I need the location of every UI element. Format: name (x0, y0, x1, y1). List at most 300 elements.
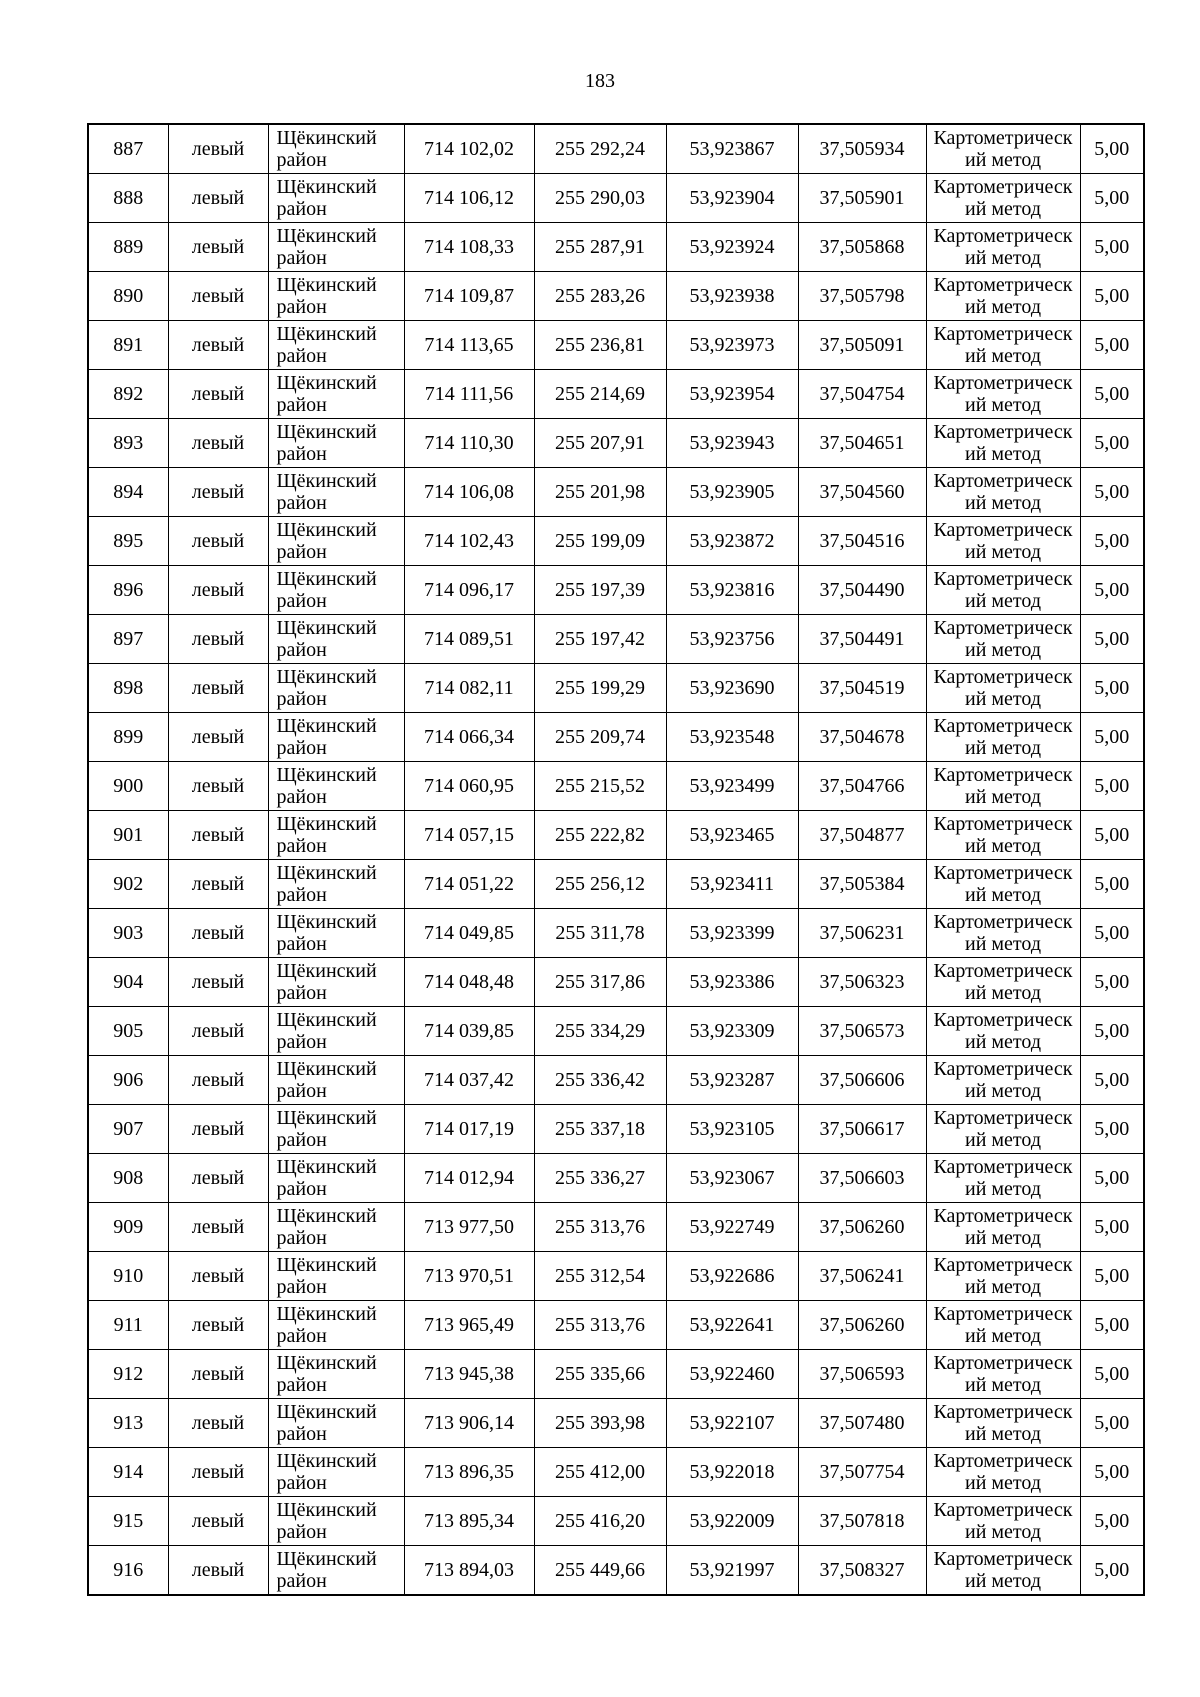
longitude-cell: 37,504560 (798, 468, 926, 517)
latitude-cell: 53,923411 (666, 860, 798, 909)
latitude-cell: 53,923954 (666, 370, 798, 419)
latitude-cell: 53,923756 (666, 615, 798, 664)
table-row (88, 1105, 1144, 1154)
longitude-cell: 37,504491 (798, 615, 926, 664)
coord-x-cell: 714 049,85 (404, 909, 534, 958)
latitude-cell: 53,922107 (666, 1399, 798, 1448)
point-number-cell: 902 (88, 860, 168, 909)
district-cell: Щёкинский район (268, 1546, 404, 1596)
coord-x-cell: 714 037,42 (404, 1056, 534, 1105)
coord-x-cell: 714 012,94 (404, 1154, 534, 1203)
longitude-cell: 37,505798 (798, 272, 926, 321)
point-number-cell: 889 (88, 223, 168, 272)
longitude-cell: 37,507754 (798, 1448, 926, 1497)
point-number-cell: 896 (88, 566, 168, 615)
district-cell: Щёкинский район (268, 566, 404, 615)
latitude-cell: 53,923105 (666, 1105, 798, 1154)
method-cell: Картометрическ ий метод (926, 1252, 1080, 1301)
coord-y-cell: 255 313,76 (534, 1301, 666, 1350)
table-row (88, 1056, 1144, 1105)
coord-x-cell: 714 039,85 (404, 1007, 534, 1056)
longitude-cell: 37,506617 (798, 1105, 926, 1154)
bank-side-cell: левый (168, 1007, 268, 1056)
accuracy-cell: 5,00 (1080, 272, 1144, 321)
table-body (88, 124, 1144, 1595)
district-cell: Щёкинский район (268, 370, 404, 419)
accuracy-cell: 5,00 (1080, 1301, 1144, 1350)
coord-y-cell: 255 199,29 (534, 664, 666, 713)
latitude-cell: 53,923548 (666, 713, 798, 762)
coord-x-cell: 714 082,11 (404, 664, 534, 713)
coord-y-cell: 255 222,82 (534, 811, 666, 860)
coord-y-cell: 255 292,24 (534, 124, 666, 174)
coord-y-cell: 255 290,03 (534, 174, 666, 223)
method-cell: Картометрическ ий метод (926, 1203, 1080, 1252)
accuracy-cell: 5,00 (1080, 1546, 1144, 1596)
bank-side-cell: левый (168, 1448, 268, 1497)
point-number-cell: 904 (88, 958, 168, 1007)
table-row (88, 1252, 1144, 1301)
accuracy-cell: 5,00 (1080, 124, 1144, 174)
method-cell: Картометрическ ий метод (926, 1105, 1080, 1154)
point-number-cell: 894 (88, 468, 168, 517)
method-cell: Картометрическ ий метод (926, 174, 1080, 223)
method-cell: Картометрическ ий метод (926, 517, 1080, 566)
bank-side-cell: левый (168, 1497, 268, 1546)
accuracy-cell: 5,00 (1080, 223, 1144, 272)
method-cell: Картометрическ ий метод (926, 1448, 1080, 1497)
coord-y-cell: 255 412,00 (534, 1448, 666, 1497)
coord-x-cell: 713 895,34 (404, 1497, 534, 1546)
method-cell: Картометрическ ий метод (926, 1546, 1080, 1596)
method-cell: Картометрическ ий метод (926, 124, 1080, 174)
table-row (88, 1007, 1144, 1056)
latitude-cell: 53,922641 (666, 1301, 798, 1350)
method-cell: Картометрическ ий метод (926, 664, 1080, 713)
district-cell: Щёкинский район (268, 517, 404, 566)
coord-x-cell: 714 109,87 (404, 272, 534, 321)
latitude-cell: 53,923399 (666, 909, 798, 958)
latitude-cell: 53,923938 (666, 272, 798, 321)
table-row (88, 174, 1144, 223)
district-cell: Щёкинский район (268, 468, 404, 517)
district-cell: Щёкинский район (268, 1007, 404, 1056)
longitude-cell: 37,505868 (798, 223, 926, 272)
method-cell: Картометрическ ий метод (926, 811, 1080, 860)
point-number-cell: 893 (88, 419, 168, 468)
longitude-cell: 37,506573 (798, 1007, 926, 1056)
coord-y-cell: 255 215,52 (534, 762, 666, 811)
district-cell: Щёкинский район (268, 909, 404, 958)
point-number-cell: 892 (88, 370, 168, 419)
accuracy-cell: 5,00 (1080, 1056, 1144, 1105)
latitude-cell: 53,922460 (666, 1350, 798, 1399)
district-cell: Щёкинский район (268, 1301, 404, 1350)
latitude-cell: 53,923924 (666, 223, 798, 272)
accuracy-cell: 5,00 (1080, 1350, 1144, 1399)
accuracy-cell: 5,00 (1080, 615, 1144, 664)
point-number-cell: 890 (88, 272, 168, 321)
point-number-cell: 898 (88, 664, 168, 713)
point-number-cell: 914 (88, 1448, 168, 1497)
accuracy-cell: 5,00 (1080, 958, 1144, 1007)
table-row (88, 1497, 1144, 1546)
district-cell: Щёкинский район (268, 272, 404, 321)
latitude-cell: 53,923867 (666, 124, 798, 174)
latitude-cell: 53,923287 (666, 1056, 798, 1105)
bank-side-cell: левый (168, 124, 268, 174)
coord-x-cell: 714 106,12 (404, 174, 534, 223)
bank-side-cell: левый (168, 860, 268, 909)
table-row (88, 370, 1144, 419)
bank-side-cell: левый (168, 958, 268, 1007)
method-cell: Картометрическ ий метод (926, 419, 1080, 468)
point-number-cell: 906 (88, 1056, 168, 1105)
district-cell: Щёкинский район (268, 223, 404, 272)
coord-x-cell: 714 066,34 (404, 713, 534, 762)
coord-y-cell: 255 236,81 (534, 321, 666, 370)
accuracy-cell: 5,00 (1080, 1252, 1144, 1301)
coord-x-cell: 713 896,35 (404, 1448, 534, 1497)
table-row (88, 1301, 1144, 1350)
bank-side-cell: левый (168, 909, 268, 958)
district-cell: Щёкинский район (268, 1154, 404, 1203)
coord-y-cell: 255 416,20 (534, 1497, 666, 1546)
point-number-cell: 901 (88, 811, 168, 860)
table-row (88, 615, 1144, 664)
table-row (88, 272, 1144, 321)
coord-y-cell: 255 287,91 (534, 223, 666, 272)
district-cell: Щёкинский район (268, 124, 404, 174)
latitude-cell: 53,923309 (666, 1007, 798, 1056)
longitude-cell: 37,504516 (798, 517, 926, 566)
longitude-cell: 37,507480 (798, 1399, 926, 1448)
bank-side-cell: левый (168, 174, 268, 223)
district-cell: Щёкинский район (268, 1497, 404, 1546)
coord-x-cell: 714 113,65 (404, 321, 534, 370)
latitude-cell: 53,921997 (666, 1546, 798, 1596)
accuracy-cell: 5,00 (1080, 1399, 1144, 1448)
point-number-cell: 903 (88, 909, 168, 958)
table-row (88, 664, 1144, 713)
district-cell: Щёкинский район (268, 321, 404, 370)
table-row (88, 419, 1144, 468)
longitude-cell: 37,504678 (798, 713, 926, 762)
latitude-cell: 53,923943 (666, 419, 798, 468)
coord-y-cell: 255 207,91 (534, 419, 666, 468)
coord-y-cell: 255 201,98 (534, 468, 666, 517)
latitude-cell: 53,923690 (666, 664, 798, 713)
longitude-cell: 37,504766 (798, 762, 926, 811)
latitude-cell: 53,923499 (666, 762, 798, 811)
method-cell: Картометрическ ий метод (926, 1497, 1080, 1546)
point-number-cell: 909 (88, 1203, 168, 1252)
district-cell: Щёкинский район (268, 762, 404, 811)
accuracy-cell: 5,00 (1080, 909, 1144, 958)
coord-y-cell: 255 197,42 (534, 615, 666, 664)
coordinates-table (87, 123, 1145, 1596)
table-row (88, 1546, 1144, 1596)
district-cell: Щёкинский район (268, 1203, 404, 1252)
point-number-cell: 908 (88, 1154, 168, 1203)
point-number-cell: 887 (88, 124, 168, 174)
accuracy-cell: 5,00 (1080, 468, 1144, 517)
bank-side-cell: левый (168, 1350, 268, 1399)
accuracy-cell: 5,00 (1080, 860, 1144, 909)
coord-y-cell: 255 336,27 (534, 1154, 666, 1203)
coord-x-cell: 713 894,03 (404, 1546, 534, 1596)
longitude-cell: 37,506260 (798, 1203, 926, 1252)
coord-x-cell: 714 102,02 (404, 124, 534, 174)
latitude-cell: 53,923905 (666, 468, 798, 517)
district-cell: Щёкинский район (268, 1448, 404, 1497)
coord-y-cell: 255 312,54 (534, 1252, 666, 1301)
method-cell: Картометрическ ий метод (926, 762, 1080, 811)
bank-side-cell: левый (168, 370, 268, 419)
method-cell: Картометрическ ий метод (926, 958, 1080, 1007)
latitude-cell: 53,922686 (666, 1252, 798, 1301)
latitude-cell: 53,922009 (666, 1497, 798, 1546)
bank-side-cell: левый (168, 1252, 268, 1301)
bank-side-cell: левый (168, 1056, 268, 1105)
coord-x-cell: 713 977,50 (404, 1203, 534, 1252)
method-cell: Картометрическ ий метод (926, 272, 1080, 321)
latitude-cell: 53,923872 (666, 517, 798, 566)
bank-side-cell: левый (168, 664, 268, 713)
point-number-cell: 916 (88, 1546, 168, 1596)
coord-x-cell: 714 111,56 (404, 370, 534, 419)
coord-x-cell: 714 017,19 (404, 1105, 534, 1154)
method-cell: Картометрическ ий метод (926, 468, 1080, 517)
table-row (88, 811, 1144, 860)
table-row (88, 1154, 1144, 1203)
point-number-cell: 913 (88, 1399, 168, 1448)
coord-y-cell: 255 313,76 (534, 1203, 666, 1252)
coord-x-cell: 714 048,48 (404, 958, 534, 1007)
district-cell: Щёкинский район (268, 1105, 404, 1154)
accuracy-cell: 5,00 (1080, 1007, 1144, 1056)
accuracy-cell: 5,00 (1080, 517, 1144, 566)
table-row (88, 124, 1144, 174)
longitude-cell: 37,505901 (798, 174, 926, 223)
table-row (88, 909, 1144, 958)
bank-side-cell: левый (168, 713, 268, 762)
bank-side-cell: левый (168, 1203, 268, 1252)
point-number-cell: 915 (88, 1497, 168, 1546)
method-cell: Картометрическ ий метод (926, 223, 1080, 272)
table-row (88, 223, 1144, 272)
bank-side-cell: левый (168, 1105, 268, 1154)
accuracy-cell: 5,00 (1080, 1203, 1144, 1252)
bank-side-cell: левый (168, 223, 268, 272)
table-row (88, 517, 1144, 566)
accuracy-cell: 5,00 (1080, 664, 1144, 713)
page-number: 183 (585, 70, 615, 92)
coord-x-cell: 714 051,22 (404, 860, 534, 909)
longitude-cell: 37,504519 (798, 664, 926, 713)
coord-y-cell: 255 449,66 (534, 1546, 666, 1596)
point-number-cell: 911 (88, 1301, 168, 1350)
longitude-cell: 37,505384 (798, 860, 926, 909)
table-row (88, 468, 1144, 517)
point-number-cell: 895 (88, 517, 168, 566)
coord-x-cell: 713 945,38 (404, 1350, 534, 1399)
longitude-cell: 37,506603 (798, 1154, 926, 1203)
bank-side-cell: левый (168, 321, 268, 370)
point-number-cell: 912 (88, 1350, 168, 1399)
method-cell: Картометрическ ий метод (926, 1154, 1080, 1203)
coord-x-cell: 714 096,17 (404, 566, 534, 615)
point-number-cell: 900 (88, 762, 168, 811)
coord-x-cell: 713 965,49 (404, 1301, 534, 1350)
coord-y-cell: 255 336,42 (534, 1056, 666, 1105)
table-row (88, 321, 1144, 370)
district-cell: Щёкинский район (268, 419, 404, 468)
point-number-cell: 897 (88, 615, 168, 664)
longitude-cell: 37,508327 (798, 1546, 926, 1596)
coord-x-cell: 714 106,08 (404, 468, 534, 517)
bank-side-cell: левый (168, 419, 268, 468)
point-number-cell: 905 (88, 1007, 168, 1056)
method-cell: Картометрическ ий метод (926, 321, 1080, 370)
longitude-cell: 37,506260 (798, 1301, 926, 1350)
table-row (88, 1350, 1144, 1399)
accuracy-cell: 5,00 (1080, 370, 1144, 419)
longitude-cell: 37,506606 (798, 1056, 926, 1105)
district-cell: Щёкинский район (268, 1056, 404, 1105)
method-cell: Картометрическ ий метод (926, 713, 1080, 762)
district-cell: Щёкинский район (268, 958, 404, 1007)
table-row (88, 860, 1144, 909)
method-cell: Картометрическ ий метод (926, 1301, 1080, 1350)
accuracy-cell: 5,00 (1080, 1448, 1144, 1497)
coord-y-cell: 255 317,86 (534, 958, 666, 1007)
coord-y-cell: 255 393,98 (534, 1399, 666, 1448)
bank-side-cell: левый (168, 1546, 268, 1596)
bank-side-cell: левый (168, 468, 268, 517)
latitude-cell: 53,923465 (666, 811, 798, 860)
longitude-cell: 37,506323 (798, 958, 926, 1007)
longitude-cell: 37,504754 (798, 370, 926, 419)
latitude-cell: 53,923904 (666, 174, 798, 223)
latitude-cell: 53,922749 (666, 1203, 798, 1252)
accuracy-cell: 5,00 (1080, 174, 1144, 223)
longitude-cell: 37,504651 (798, 419, 926, 468)
point-number-cell: 891 (88, 321, 168, 370)
coord-x-cell: 714 102,43 (404, 517, 534, 566)
district-cell: Щёкинский район (268, 860, 404, 909)
table-row (88, 958, 1144, 1007)
table-row (88, 1399, 1144, 1448)
longitude-cell: 37,507818 (798, 1497, 926, 1546)
coord-y-cell: 255 209,74 (534, 713, 666, 762)
coord-y-cell: 255 335,66 (534, 1350, 666, 1399)
accuracy-cell: 5,00 (1080, 419, 1144, 468)
accuracy-cell: 5,00 (1080, 762, 1144, 811)
latitude-cell: 53,923386 (666, 958, 798, 1007)
method-cell: Картометрическ ий метод (926, 909, 1080, 958)
longitude-cell: 37,505934 (798, 124, 926, 174)
bank-side-cell: левый (168, 517, 268, 566)
method-cell: Картометрическ ий метод (926, 1007, 1080, 1056)
latitude-cell: 53,923973 (666, 321, 798, 370)
coord-x-cell: 714 057,15 (404, 811, 534, 860)
accuracy-cell: 5,00 (1080, 1497, 1144, 1546)
coord-y-cell: 255 214,69 (534, 370, 666, 419)
method-cell: Картометрическ ий метод (926, 1056, 1080, 1105)
latitude-cell: 53,922018 (666, 1448, 798, 1497)
bank-side-cell: левый (168, 1154, 268, 1203)
coord-y-cell: 255 199,09 (534, 517, 666, 566)
bank-side-cell: левый (168, 615, 268, 664)
method-cell: Картометрическ ий метод (926, 370, 1080, 419)
longitude-cell: 37,506593 (798, 1350, 926, 1399)
coord-y-cell: 255 256,12 (534, 860, 666, 909)
method-cell: Картометрическ ий метод (926, 860, 1080, 909)
accuracy-cell: 5,00 (1080, 1105, 1144, 1154)
district-cell: Щёкинский район (268, 1399, 404, 1448)
method-cell: Картометрическ ий метод (926, 615, 1080, 664)
latitude-cell: 53,923816 (666, 566, 798, 615)
coord-x-cell: 714 089,51 (404, 615, 534, 664)
accuracy-cell: 5,00 (1080, 1154, 1144, 1203)
point-number-cell: 888 (88, 174, 168, 223)
bank-side-cell: левый (168, 1301, 268, 1350)
bank-side-cell: левый (168, 1399, 268, 1448)
point-number-cell: 899 (88, 713, 168, 762)
coord-y-cell: 255 283,26 (534, 272, 666, 321)
coord-x-cell: 714 110,30 (404, 419, 534, 468)
method-cell: Картометрическ ий метод (926, 1399, 1080, 1448)
table-row (88, 1203, 1144, 1252)
bank-side-cell: левый (168, 566, 268, 615)
table-row (88, 566, 1144, 615)
method-cell: Картометрическ ий метод (926, 1350, 1080, 1399)
coord-y-cell: 255 197,39 (534, 566, 666, 615)
point-number-cell: 907 (88, 1105, 168, 1154)
accuracy-cell: 5,00 (1080, 321, 1144, 370)
latitude-cell: 53,923067 (666, 1154, 798, 1203)
district-cell: Щёкинский район (268, 615, 404, 664)
longitude-cell: 37,504877 (798, 811, 926, 860)
coord-x-cell: 713 970,51 (404, 1252, 534, 1301)
coord-y-cell: 255 337,18 (534, 1105, 666, 1154)
longitude-cell: 37,506241 (798, 1252, 926, 1301)
bank-side-cell: левый (168, 811, 268, 860)
point-number-cell: 910 (88, 1252, 168, 1301)
accuracy-cell: 5,00 (1080, 811, 1144, 860)
district-cell: Щёкинский район (268, 174, 404, 223)
longitude-cell: 37,505091 (798, 321, 926, 370)
district-cell: Щёкинский район (268, 664, 404, 713)
longitude-cell: 37,506231 (798, 909, 926, 958)
bank-side-cell: левый (168, 272, 268, 321)
table-row (88, 1448, 1144, 1497)
coord-x-cell: 714 108,33 (404, 223, 534, 272)
district-cell: Щёкинский район (268, 713, 404, 762)
district-cell: Щёкинский район (268, 1350, 404, 1399)
accuracy-cell: 5,00 (1080, 713, 1144, 762)
longitude-cell: 37,504490 (798, 566, 926, 615)
method-cell: Картометрическ ий метод (926, 566, 1080, 615)
coord-x-cell: 714 060,95 (404, 762, 534, 811)
coord-x-cell: 713 906,14 (404, 1399, 534, 1448)
bank-side-cell: левый (168, 762, 268, 811)
table-row (88, 713, 1144, 762)
district-cell: Щёкинский район (268, 1252, 404, 1301)
table-row (88, 762, 1144, 811)
coord-y-cell: 255 311,78 (534, 909, 666, 958)
